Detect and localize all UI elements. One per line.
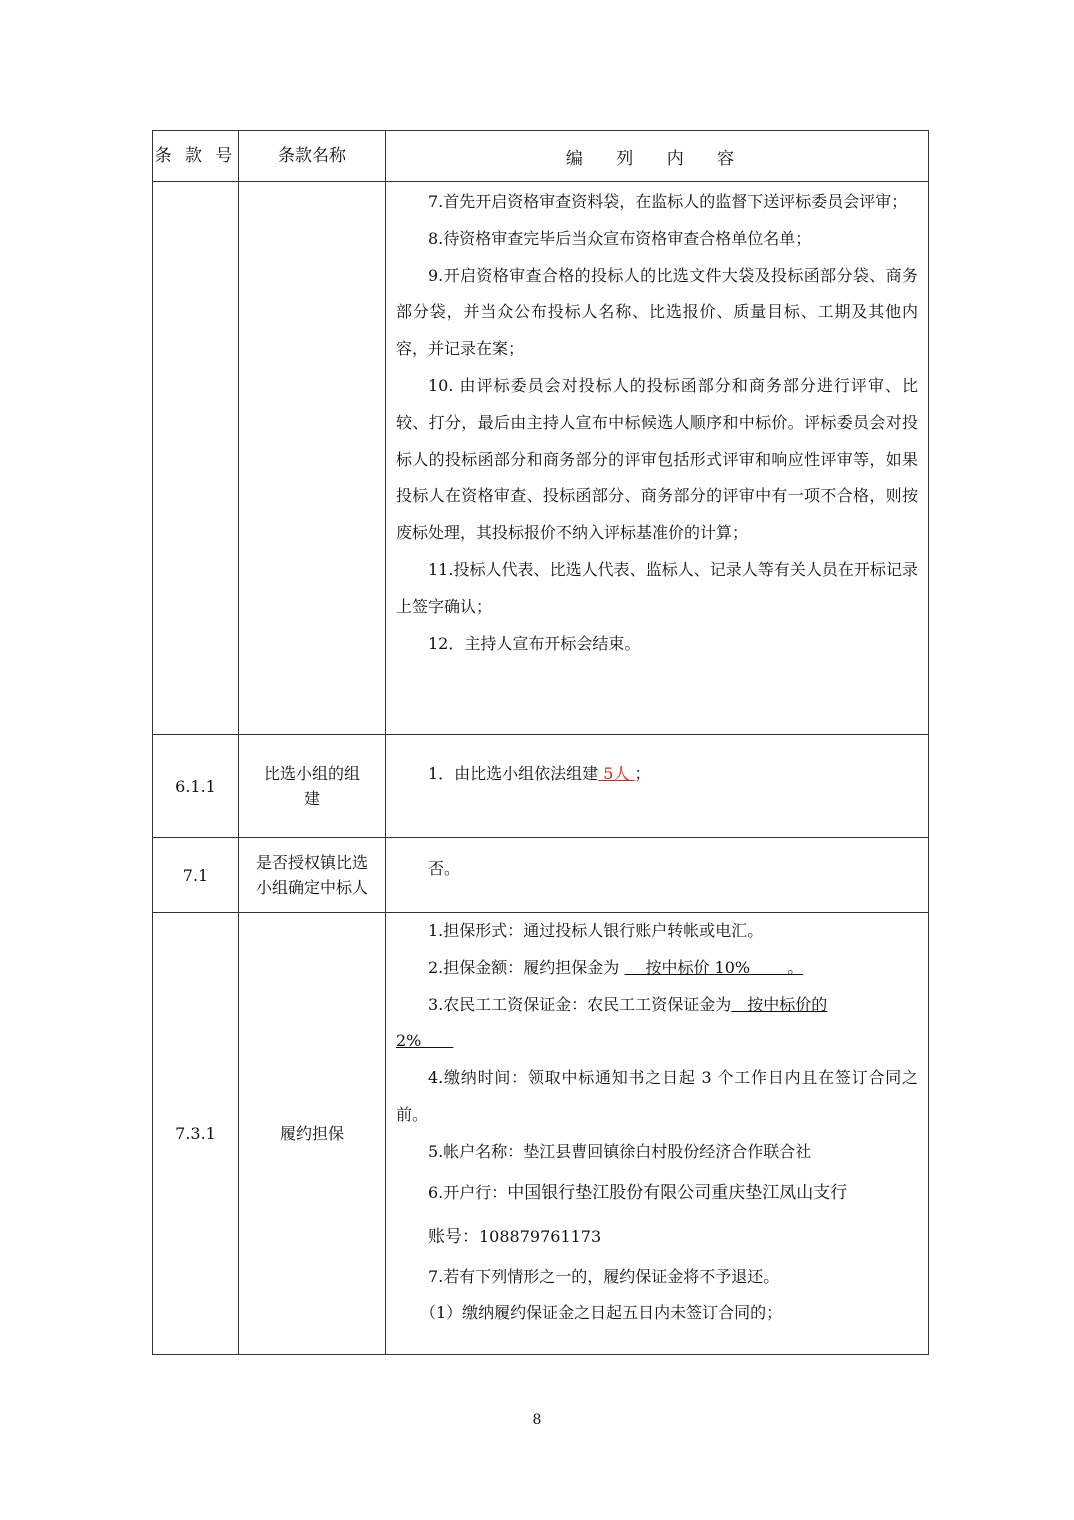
paragraph: 9.开启资格审查合格的投标人的比选文件大袋及投标函部分袋、商务部分袋，并当众公布投标人名称、比选报价、质量目标、工期及其他内容，并记录在案； xyxy=(396,265,918,359)
paragraph: 3.农民工工资保证金：农民工工资保证金为 按中标价的 2% xyxy=(396,987,918,1061)
table-row-6-1-1 xyxy=(153,735,929,838)
header-clause-number: 条 款 号 xyxy=(153,131,239,182)
wage-deposit-value: 按中标价的 xyxy=(731,994,828,1014)
paragraph: 6.开户行：中国银行垫江股份有限公司重庆垫江凤山支行 xyxy=(428,1182,848,1203)
paragraph: 4.缴纳时间：领取中标通知书之日起 3 个工作日内且在签订合同之前。 xyxy=(396,1068,918,1124)
paragraph: 8.待资格审查完毕后当众宣布资格审查合格单位名单； xyxy=(428,228,812,248)
empty-cell xyxy=(239,182,386,735)
page-number: 8 xyxy=(532,1412,542,1428)
clause-name: 比选小组的组建 xyxy=(239,735,386,838)
content-cell xyxy=(386,913,929,1355)
committee-size-value: 5人 xyxy=(598,763,635,783)
bank-name: 中国银行垫江股份有限公司重庆垫江凤山支行 xyxy=(507,1182,848,1203)
clause-table xyxy=(152,130,929,1355)
empty-cell xyxy=(153,182,239,735)
paragraph: 7.首先开启资格审查资料袋，在监标人的监督下送评标委员会评审； xyxy=(428,192,908,211)
content-cell xyxy=(386,735,929,838)
paragraph: 7.若有下列情形之一的，履约保证金将不予退还。 xyxy=(428,1266,780,1286)
paragraph: （1）缴纳履约保证金之日起五日内未签订合同的； xyxy=(420,1303,783,1323)
clause-name: 履约担保 xyxy=(239,913,386,1355)
table-row-7-1 xyxy=(153,838,929,913)
header-content: 编 列 内 容 xyxy=(386,131,929,182)
paragraph: 10. 由评标委员会对投标人的投标函部分和商务部分进行评审、比较、打分，最后由主持人宣布中标候选人顺序和中标价。评标委员会对投标人的投标函部分和商务部分的评审包括形式评审和响应性评审等，如果投标人在资格审查、投标函部分、商务部分的评审中有一项不合格，则按废标处理，其投标报价不纳入评标基准价的计算； xyxy=(396,375,918,543)
table-header-row xyxy=(153,131,929,182)
table-row-continued xyxy=(153,182,929,735)
guarantee-amount-value: 按中标价 10% 。 xyxy=(624,957,804,977)
header-clause-name: 条款名称 xyxy=(239,131,386,182)
clause-number: 6.1.1 xyxy=(153,735,239,838)
paragraph: 否。 xyxy=(428,858,461,878)
paragraph: 5.帐户名称：垫江县曹回镇徐白村股份经济合作联合社 xyxy=(428,1141,812,1161)
paragraph: 1.担保形式：通过投标人银行账户转帐或电汇。 xyxy=(428,921,764,940)
paragraph: 12．主持人宣布开标会结束。 xyxy=(428,633,641,653)
content-cell xyxy=(386,182,929,735)
clause-name: 是否授权镇比选小组确定中标人 xyxy=(239,838,386,913)
clause-number: 7.1 xyxy=(153,838,239,913)
paragraph: 2.担保金额：履约担保金为 按中标价 10% 。 xyxy=(428,957,804,977)
paragraph: 1．由比选小组依法组建 5人 ； xyxy=(428,763,651,783)
content-cell xyxy=(386,838,929,913)
paragraph: 账号：108879761173 xyxy=(428,1226,602,1247)
account-number: 108879761173 xyxy=(479,1226,602,1246)
table-row-7-3-1 xyxy=(153,913,929,1355)
clause-number: 7.3.1 xyxy=(153,913,239,1355)
wage-deposit-percent: 2% xyxy=(396,1031,454,1051)
paragraph: 11.投标人代表、比选人代表、监标人、记录人等有关人员在开标记录上签字确认； xyxy=(396,559,918,616)
